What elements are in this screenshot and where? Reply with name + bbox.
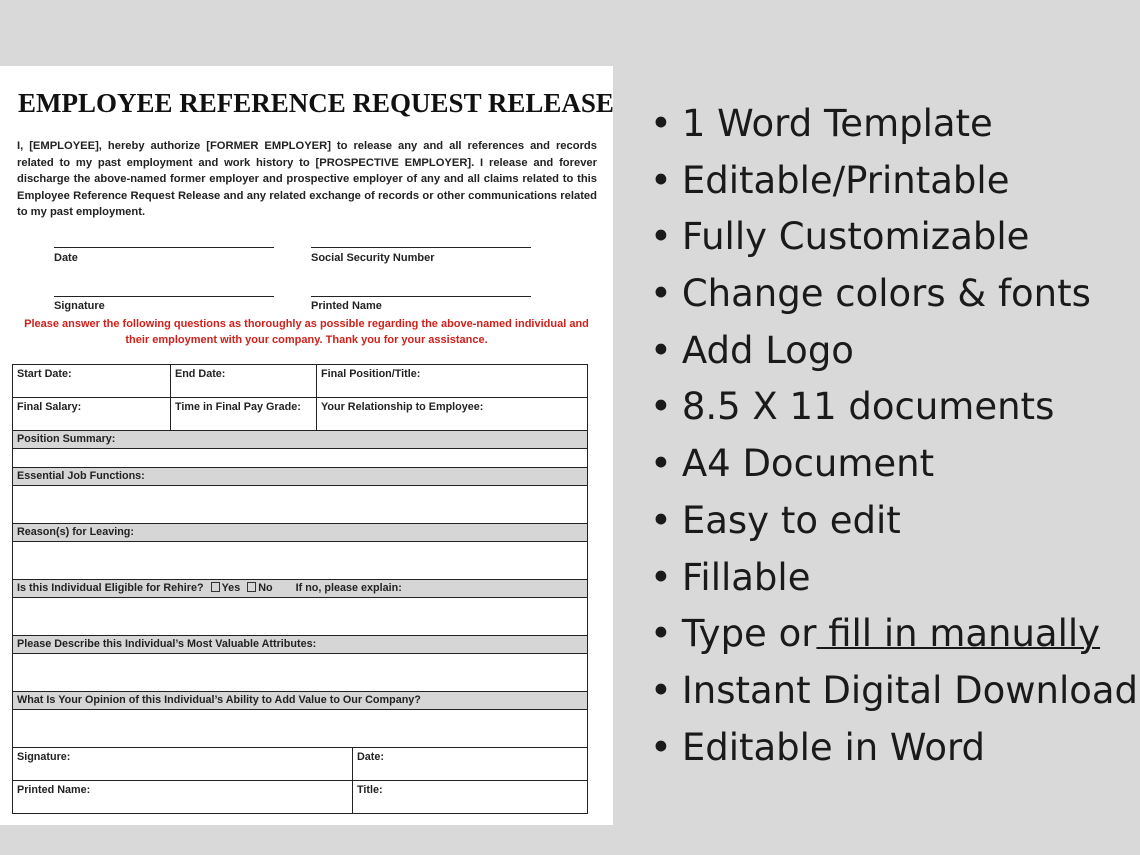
ssn-line bbox=[311, 247, 531, 248]
attributes-header: Please Describe this Individual’s Most Valuable Attributes: bbox=[13, 636, 588, 654]
final-position-cell[interactable]: Final Position/Title: bbox=[317, 365, 588, 398]
attributes-field[interactable] bbox=[13, 654, 588, 692]
feature-item: • A4 Document bbox=[650, 442, 935, 486]
essential-functions-header: Essential Job Functions: bbox=[13, 468, 588, 486]
form-printed-name-cell[interactable]: Printed Name: bbox=[13, 781, 353, 814]
time-in-grade-cell[interactable]: Time in Final Pay Grade: bbox=[171, 398, 317, 431]
form-title-cell[interactable]: Title: bbox=[353, 781, 588, 814]
fill-in-manually-text: fill in manually bbox=[816, 612, 1101, 656]
authorization-paragraph: I, [EMPLOYEE], hereby authorize [FORMER EMPLOYER] to release any and all references and records related to my past employment and work history to [PROSPECTIVE EMPLOYER]. I release and forever discharge the above-named former employer and prospective employer of any and all claims related to this Employee Reference Request Release and any related exchange of records or other communications related to my past employment. bbox=[17, 140, 597, 218]
relationship-cell[interactable]: Your Relationship to Employee: bbox=[317, 398, 588, 431]
feature-item: • 1 Word Template bbox=[650, 102, 993, 145]
form-signature-cell[interactable]: Signature: bbox=[13, 748, 353, 781]
rehire-field[interactable] bbox=[13, 598, 588, 636]
opinion-header: What Is Your Opinion of this Individual’s Ability to Add Value to Our Company? bbox=[13, 692, 588, 710]
signature-label: Signature bbox=[54, 300, 105, 312]
date-line bbox=[54, 247, 274, 248]
feature-item: • Instant Digital Download bbox=[650, 668, 1139, 712]
ssn-label: Social Security Number bbox=[311, 252, 435, 264]
instruction-note: Please answer the following questions as thoroughly as possible regarding the above-named individual and their employment with your company. Thank you for your assistance. bbox=[24, 318, 589, 346]
feature-item: • Type or fill in manually bbox=[650, 612, 1101, 656]
opinion-field[interactable] bbox=[13, 710, 588, 748]
reasons-leaving-field[interactable] bbox=[13, 542, 588, 580]
reasons-leaving-header: Reason(s) for Leaving: bbox=[13, 524, 588, 542]
yes-label: Yes bbox=[221, 582, 241, 594]
form-date-cell[interactable]: Date: bbox=[353, 748, 588, 781]
date-label: Date bbox=[54, 252, 78, 264]
position-summary-field[interactable] bbox=[13, 449, 588, 468]
document-title: EMPLOYEE REFERENCE REQUEST RELEASE bbox=[18, 88, 614, 118]
rehire-explain: If no, please explain: bbox=[295, 582, 402, 594]
feature-item: • Easy to edit bbox=[650, 498, 901, 542]
final-salary-cell[interactable]: Final Salary: bbox=[13, 398, 171, 431]
printed-name-label: Printed Name bbox=[311, 300, 382, 312]
printed-name-line bbox=[311, 296, 531, 297]
end-date-cell[interactable]: End Date: bbox=[171, 365, 317, 398]
feature-item: • 8.5 X 11 documents bbox=[650, 385, 1055, 429]
rehire-question: Is this Individual Eligible for Rehire? bbox=[17, 582, 204, 594]
rehire-header bbox=[13, 580, 588, 598]
feature-item: • Add Logo bbox=[650, 328, 854, 372]
start-date-cell[interactable]: Start Date: bbox=[13, 365, 171, 398]
feature-item: • Editable/Printable bbox=[650, 158, 1010, 202]
feature-item: • Editable in Word bbox=[650, 725, 986, 769]
feature-item: • Fillable bbox=[650, 555, 811, 599]
feature-item: • Fully Customizable bbox=[650, 215, 1030, 259]
yes-checkbox[interactable] bbox=[211, 582, 220, 592]
signature-line bbox=[54, 296, 274, 297]
essential-functions-field[interactable] bbox=[13, 486, 588, 524]
reference-form-table bbox=[12, 364, 588, 814]
no-checkbox[interactable] bbox=[247, 582, 256, 592]
feature-item: • Change colors & fonts bbox=[650, 272, 1091, 316]
position-summary-header: Position Summary: bbox=[13, 431, 588, 449]
no-label: No bbox=[258, 582, 273, 594]
document-preview bbox=[0, 66, 613, 825]
features-list bbox=[650, 96, 1138, 776]
